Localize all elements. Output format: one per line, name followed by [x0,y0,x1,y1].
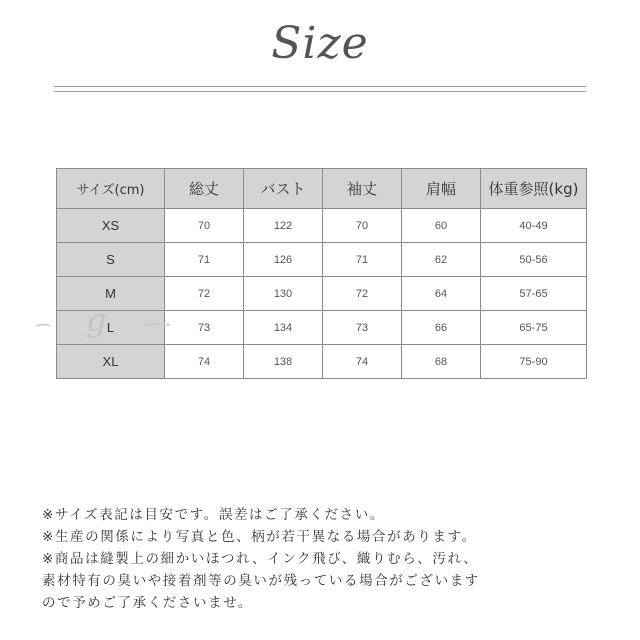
notes-section [42,504,602,614]
cell-size: XL [57,345,165,379]
cell-size: M [57,277,165,311]
cell-shoulder: 62 [402,243,481,277]
header-bust: バスト [244,169,323,209]
cell-sleeve: 71 [323,243,402,277]
table-header-row [57,169,587,209]
cell-shoulder: 64 [402,277,481,311]
size-chart-table [56,168,587,379]
cell-length: 73 [165,311,244,345]
cell-shoulder: 66 [402,311,481,345]
cell-shoulder: 68 [402,345,481,379]
title-divider-bottom [54,91,586,92]
cell-weight: 75-90 [481,345,587,379]
cell-length: 72 [165,277,244,311]
cell-bust: 122 [244,209,323,243]
cell-length: 70 [165,209,244,243]
cell-bust: 134 [244,311,323,345]
cell-bust: 130 [244,277,323,311]
cell-sleeve: 73 [323,311,402,345]
table-row [57,345,587,379]
header-sleeve: 袖丈 [323,169,402,209]
cell-size: L [57,311,165,345]
note-line: 素材特有の臭いや接着剤等の臭いが残っている場合がございます [42,573,480,589]
cell-sleeve: 72 [323,277,402,311]
cell-length: 71 [165,243,244,277]
cell-bust: 126 [244,243,323,277]
cell-sleeve: 74 [323,345,402,379]
cell-weight: 50-56 [481,243,587,277]
watermark-glyph: g [86,301,107,339]
header-weight: 体重参照(kg) [481,169,587,209]
note-line: ※サイズ表記は目安です。誤差はご了承ください。 [42,507,385,523]
table-row [57,243,587,277]
table-row [57,311,587,345]
cell-size: S [57,243,165,277]
cell-size: XS [57,209,165,243]
cell-weight: 40-49 [481,209,587,243]
page-title: Size [271,18,369,69]
note-line: ※商品は縫製上の細かいほつれ、インク飛び、織りむら、汚れ、 [42,551,479,567]
cell-weight: 65-75 [481,311,587,345]
note-line: ので予めご了承くださいませ。 [42,595,253,611]
cell-shoulder: 60 [402,209,481,243]
cell-bust: 138 [244,345,323,379]
header-size: サイズ(cm) [57,169,165,209]
cell-sleeve: 70 [323,209,402,243]
header-shoulder: 肩幅 [402,169,481,209]
note-line: ※生産の関係により写真と色、柄が若干異なる場合があります。 [42,529,477,545]
table-row [57,209,587,243]
header-length: 総丈 [165,169,244,209]
title-divider-top [54,86,586,87]
cell-length: 74 [165,345,244,379]
table-row [57,277,587,311]
cell-weight: 57-65 [481,277,587,311]
